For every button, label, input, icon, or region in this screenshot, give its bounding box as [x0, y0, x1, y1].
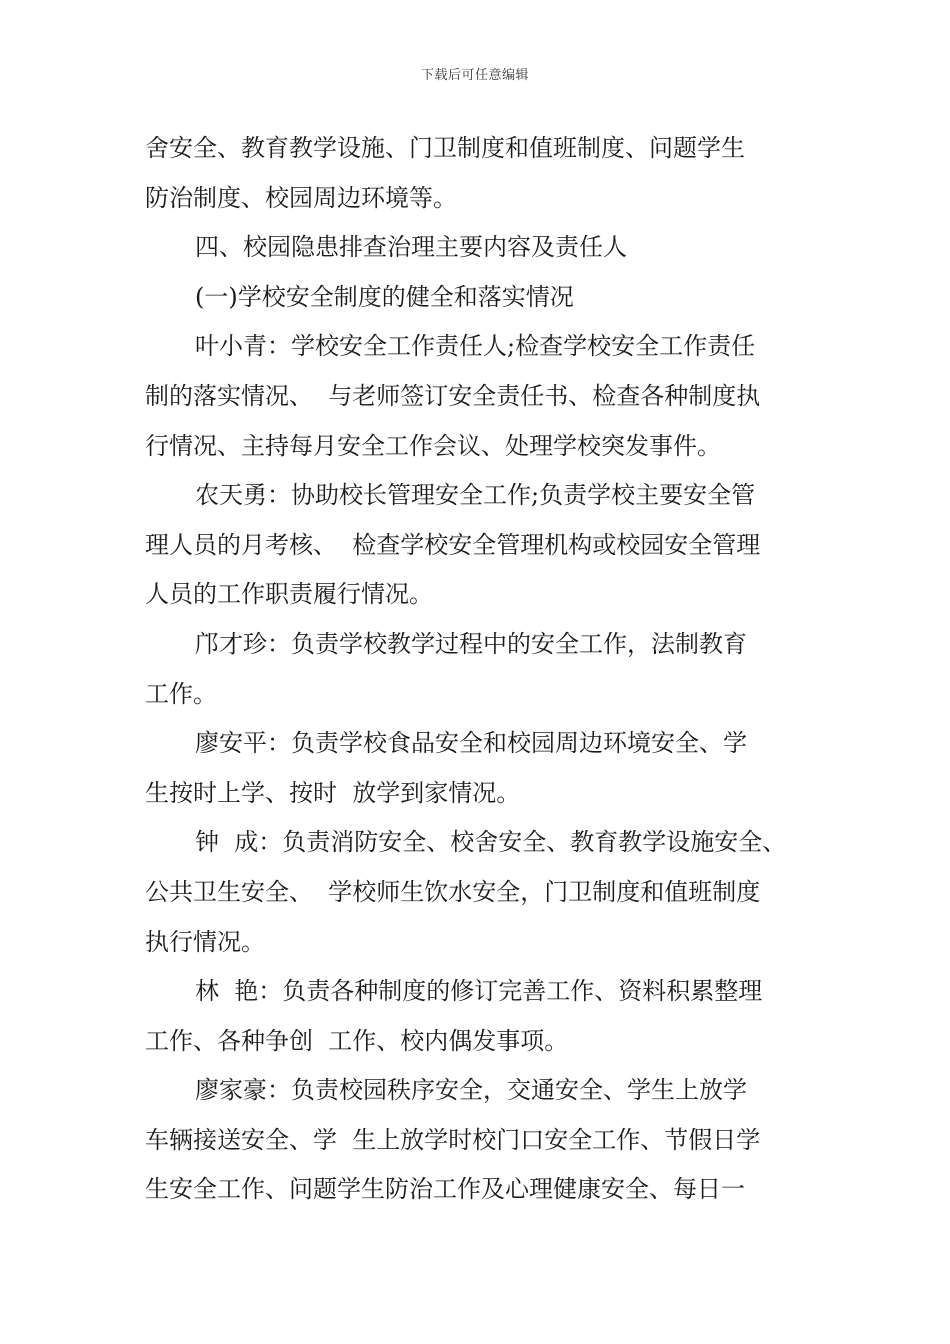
text-line: 廖安平：负责学校食品安全和校园周边环境安全、学 [195, 729, 747, 758]
text-line: 工作。 [145, 679, 217, 708]
page-header-note: 下载后可任意编辑 [420, 68, 529, 83]
text-line: 林 艳：负责各种制度的修订完善工作、资料积累整理 [195, 977, 763, 1006]
text-line: 制的落实情况、 与老师签订安全责任书、检查各种制度执 [145, 381, 761, 410]
text-line: 生安全工作、问题学生防治工作及心理健康安全、每日一 [145, 1175, 745, 1204]
subsection-heading: (一)学校安全制度的健全和落实情况 [195, 282, 574, 311]
document-body [145, 124, 845, 1215]
text-line: 叶小青：学校安全工作责任人;检查学校安全工作责任 [195, 332, 756, 361]
text-line: 防治制度、校园周边环境等。 [145, 183, 457, 212]
text-line: 工作、各种争创 工作、校内偶发事项。 [145, 1026, 569, 1055]
text-line: 生按时上学、按时 放学到家情况。 [145, 778, 521, 807]
text-line: 理人员的月考核、 检查学校安全管理机构或校园安全管理 [145, 530, 761, 559]
text-line: 车辆接送安全、学 生上放学时校门口安全工作、节假日学 [145, 1125, 761, 1154]
text-line: 舍安全、教育教学设施、门卫制度和值班制度、问题学生 [145, 134, 745, 162]
text-line: 钟 成：负责消防安全、校舍安全、教育教学设施安全、 [195, 828, 787, 857]
text-line: 人员的工作职责履行情况。 [145, 580, 433, 609]
text-line: 廖家豪：负责校园秩序安全，交通安全、学生上放学 [195, 1076, 747, 1105]
text-line: 邝才珍：负责学校教学过程中的安全工作，法制教育 [195, 629, 747, 658]
text-line: 执行情况。 [145, 927, 265, 956]
text-line: 行情况、主持每月安全工作会议、处理学校突发事件。 [145, 431, 721, 460]
section-heading: 四、校园隐患排查治理主要内容及责任人 [195, 233, 627, 262]
text-line: 农天勇：协助校长管理安全工作;负责学校主要安全管 [195, 481, 756, 510]
text-line: 公共卫生安全、 学校师生饮水安全，门卫制度和值班制度 [145, 877, 761, 906]
